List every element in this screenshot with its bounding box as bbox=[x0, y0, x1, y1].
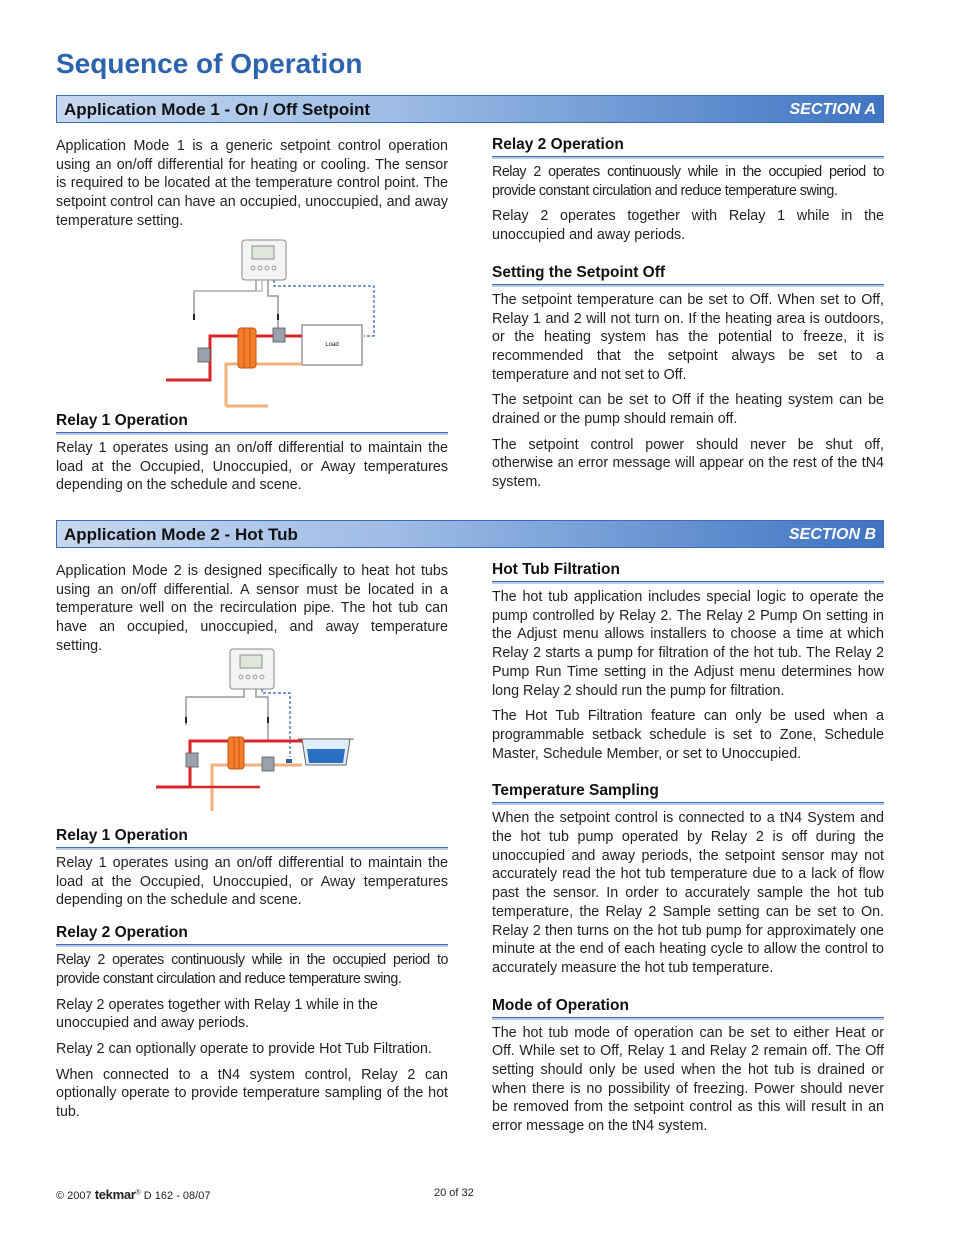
section-a-setpoint-off-p1: The setpoint temperature can be set to Off. When set to Off, Relay 1 and 2 will not turn on. If the heating area is outdoors, or the heating system has the potential to freeze, it is recommended that the setpoint always be set to a temperature and not set to Off. bbox=[492, 291, 884, 383]
section-b-relay2-heading: Relay 2 Operation bbox=[56, 924, 448, 945]
sensor-icon bbox=[286, 759, 292, 763]
hot-tub-filtration-p1: The hot tub application includes special logic to operate the pump controlled by Relay 2. The Relay 2 Pump On setting in the Adjust menu allows installers to choose a time at which Relay 2 starts a pump for filtration of the hot tub. The Relay 2 Pump Run Time setting in the Adjust menu determines how long Relay 2 should run the pump for filtration. bbox=[492, 589, 884, 699]
footer-copyright: © 2007 bbox=[56, 1190, 92, 1202]
hot-tub-filtration-heading: Hot Tub Filtration bbox=[492, 561, 884, 582]
temperature-sampling-text: When the setpoint control is connected to a tN4 System and the hot tub pump operated by Relay 2 is off during the unoccupied and away periods, the setpoint sensor may not accurately read the hot tub temperature due to a lack of flow past the sensor. In order to accurately sample the hot tub temperature, the Relay 2 Sample setting can be set to On. Relay 2 then turns on the hot tub pump for approximately one minute at the end of each heating cycle to allow the control to accurately measure the hot tub temperature. bbox=[492, 810, 884, 976]
mode-of-operation-heading: Mode of Operation bbox=[492, 997, 884, 1018]
section-a-relay1 bbox=[56, 412, 448, 495]
footer-left bbox=[56, 1187, 210, 1202]
section-a-right-column bbox=[492, 136, 884, 492]
section-a-setpoint-off-heading: Setting the Setpoint Off bbox=[492, 264, 884, 285]
hot-tub-piping-diagram bbox=[150, 645, 370, 817]
section-a-setpoint-off-p3: The setpoint control power should never be shut off, otherwise an error message will appear on the rest of the tN4 system. bbox=[492, 436, 884, 491]
section-a-relay1-text: Relay 1 operates using an on/off differential to maintain the load at the Occupied, Unoccupied, or Away temperatures depending on the schedule and scene. bbox=[56, 440, 448, 494]
section-b-intro bbox=[56, 562, 448, 656]
valve-icon bbox=[198, 348, 210, 362]
section-b-relay1-heading: Relay 1 Operation bbox=[56, 827, 448, 848]
section-a-relay2-heading: Relay 2 Operation bbox=[492, 136, 884, 157]
section-a-relay1-heading: Relay 1 Operation bbox=[56, 412, 448, 433]
footer-brand: tekmar bbox=[94, 1187, 136, 1202]
section-a-intro-text: Application Mode 1 is a generic setpoint control operation using an on/off differential for heating or cooling. The sensor is required to be located at the temperature control point. The setpoint control can have an occupied, unoccupied, and away temperature setting. bbox=[56, 138, 448, 229]
section-a-intro bbox=[56, 137, 448, 231]
pump-icon bbox=[273, 328, 285, 342]
pump-icon bbox=[262, 757, 274, 771]
section-b-relay2-p1: Relay 2 operates continuously while in the occupied period to provide constant circulation and reduce temperature swing. bbox=[56, 952, 448, 987]
section-b-title: Application Mode 2 - Hot Tub bbox=[64, 525, 298, 544]
section-a-title: Application Mode 1 - On / Off Setpoint bbox=[64, 100, 370, 119]
footer-doc-id: D 162 - 08/07 bbox=[143, 1190, 211, 1202]
mode-of-operation-text: The hot tub mode of operation can be set to either Heat or Off. While set to Off, Relay 1 and Relay 2 remain off. The Off setting should only be used when the hot tub is drained or when there is no possibility of freezing. Power should never be removed from the setpoint control as this will result in an error message on the tN4 system. bbox=[492, 1024, 884, 1135]
section-b-label: SECTION B bbox=[788, 526, 876, 543]
heat-exchanger-icon bbox=[228, 737, 244, 769]
section-a-label: SECTION A bbox=[789, 101, 876, 118]
section-b-right-column bbox=[492, 561, 884, 1136]
hot-tub-filtration-p2: The Hot Tub Filtration feature can only be used when a programmable setback schedule is set to Zone, Schedule Master, Schedule Member, or set to Unoccupied. bbox=[492, 708, 884, 762]
section-b-header bbox=[56, 520, 884, 548]
section-b-relay2-p2: Relay 2 operates together with Relay 1 while in the unoccupied and away periods. bbox=[56, 996, 378, 1032]
section-a-relay2-p1: Relay 2 operates continuously while in the occupied period to provide constant circulation and reduce temperature swing. bbox=[492, 164, 884, 199]
temperature-sampling-heading: Temperature Sampling bbox=[492, 782, 884, 803]
section-b-relay1-text: Relay 1 operates using an on/off differential to maintain the load at the Occupied, Unoccupied, or Away temperatures depending on the schedule and scene. bbox=[56, 855, 448, 909]
load-label: Load bbox=[325, 342, 339, 348]
section-b-intro-text: Application Mode 2 is designed specifically to heat hot tubs using an on/off differential. A sensor must be located in a temperature well on the recirculation pipe. The hot tub can have an occupied, unoccupied, and away temperature setting. bbox=[56, 563, 448, 654]
section-b-left-column bbox=[56, 827, 448, 1122]
section-a-setpoint-off-p2: The setpoint can be set to Off if the heating system can be drained or the pump should remain off. bbox=[492, 392, 884, 428]
section-b-relay2-p4: When connected to a tN4 system control, Relay 2 can optionally operate to provide temperature sampling of the hot tub. bbox=[56, 1066, 448, 1121]
valve-icon bbox=[186, 753, 198, 767]
footer-trademark: ® bbox=[135, 1189, 141, 1197]
page-title: Sequence of Operation bbox=[56, 48, 363, 79]
section-a-relay2-p2: Relay 2 operates together with Relay 1 while in the unoccupied and away periods. bbox=[492, 208, 884, 244]
heat-exchanger-icon bbox=[238, 328, 256, 368]
section-a-header bbox=[56, 95, 884, 123]
footer-page-number: 20 of 32 bbox=[434, 1187, 474, 1199]
mode1-piping-diagram bbox=[160, 236, 440, 412]
section-b-relay2-p3: Relay 2 can optionally operate to provide Hot Tub Filtration. bbox=[56, 1040, 432, 1057]
